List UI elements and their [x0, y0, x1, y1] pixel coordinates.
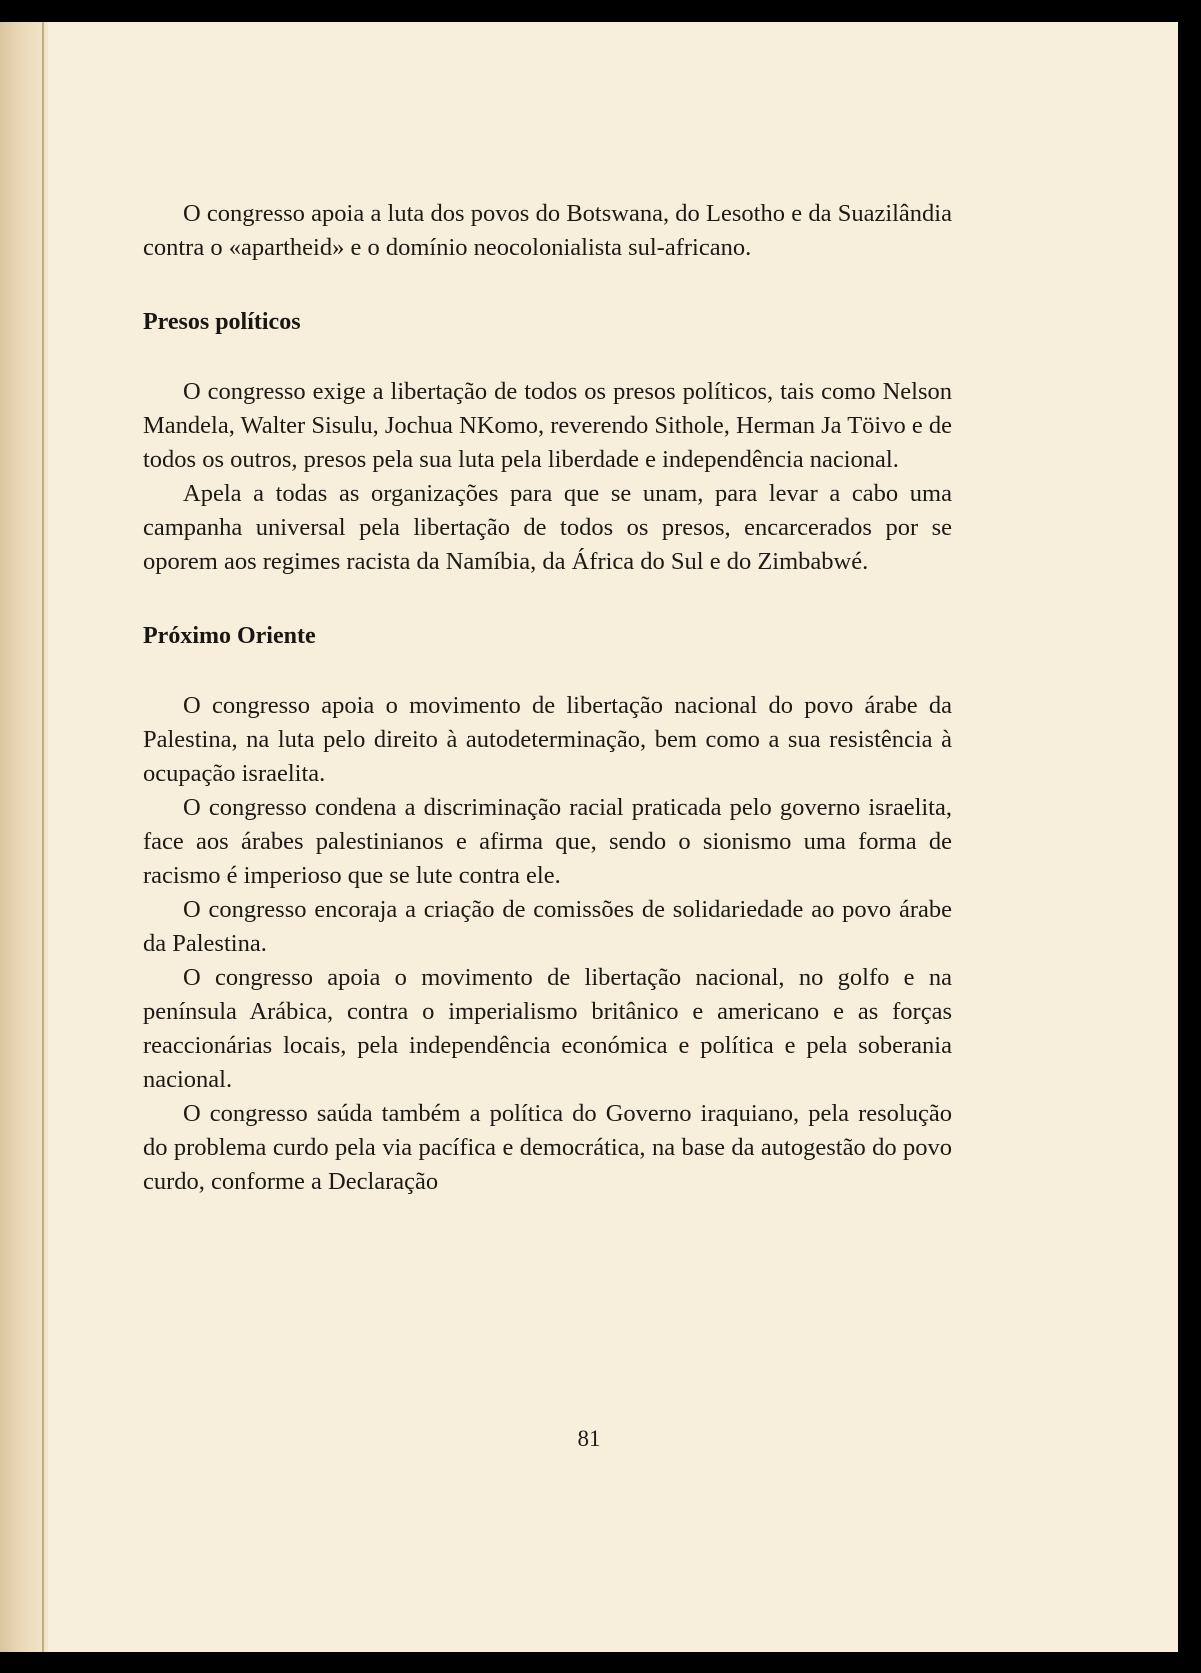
paragraph-governo-iraquiano: O congresso saúda também a política do Governo iraquiano, pela resolução do problema curdo pela via pacífica e democrática, na base da autogestão do povo curdo, conforme a Declaração [143, 1100, 952, 1195]
page-gutter [0, 22, 48, 1652]
page-number: 81 [577, 1426, 601, 1451]
page-body [143, 197, 952, 1199]
paragraph-discriminacao: O congresso condena a discriminação racial praticada pelo governo israelita, face aos árabes palestinianos e afirma que, sendo o sionismo uma forma de racismo é imperioso que se lute contra ele. [143, 794, 952, 889]
section-heading-presos-politicos: Presos políticos [143, 309, 301, 335]
section-heading-proximo-oriente: Próximo Oriente [143, 623, 316, 649]
book-page [0, 22, 1178, 1652]
paragraph-comissoes: O congresso encoraja a criação de comissões de solidariedade ao povo árabe da Palestina. [143, 896, 952, 957]
paragraph-apelo-organizacoes: Apela a todas as organizações para que se unam, para levar a cabo uma campanha universal pela libertação de todos os presos, encarcerados por se oporem aos regimes racista da Namíbia, da África do Sul e do Zimbabwé. [143, 480, 952, 575]
gutter-fold-line [42, 22, 44, 1652]
paragraph-palestina: O congresso apoia o movimento de libertação nacional do povo árabe da Palestina, na luta pelo direito à autodeterminação, bem como a sua resistência à ocupação israelita. [143, 692, 952, 787]
paragraph-botswana: O congresso apoia a luta dos povos do Botswana, do Lesotho e da Suazilândia contra o «apartheid» e o domínio neocolonialista sul-africano. [143, 200, 952, 261]
paragraph-libertacao-presos: O congresso exige a libertação de todos os presos políticos, tais como Nelson Mandela, Walter Sisulu, Jochua NKomo, reverendo Sithole, Herman Ja Töivo e de todos os outros, presos pela sua luta pela liberdade e independência nacional. [143, 378, 952, 473]
section-presos-politicos [143, 375, 952, 579]
section-proximo-oriente [143, 689, 952, 1199]
paragraph-golfo-arabico: O congresso apoia o movimento de libertação nacional, no golfo e na península Arábica, contra o imperialismo britânico e americano e as forças reaccionárias locais, pela independência económica e política e pela soberania nacional. [143, 964, 952, 1093]
